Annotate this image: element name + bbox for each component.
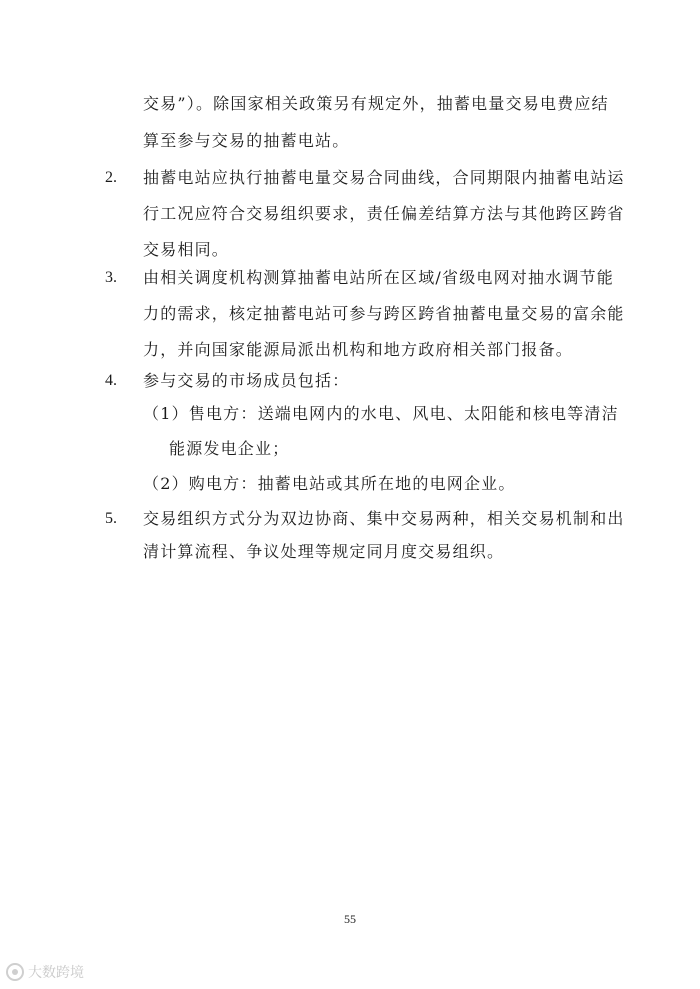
sub-item-line: （1）售电方：送端电网内的水电、风电、太阳能和核电等清洁: [143, 404, 619, 423]
list-item-line: 行工况应符合交易组织要求，责任偏差结算方法与其他跨区跨省: [143, 204, 625, 223]
list-item-line: 由相关调度机构测算抽蓄电站所在区域/省级电网对抽水调节能: [143, 268, 614, 287]
list-item-line: 力的需求，核定抽蓄电站可参与跨区跨省抽蓄电量交易的富余能: [143, 304, 625, 323]
paragraph-line: 交易”）。除国家相关政策另有规定外，抽蓄电量交易电费应结: [143, 94, 609, 113]
list-item-line: 力，并向国家能源局派出机构和地方政府相关部门报备。: [143, 340, 574, 359]
list-item-number: 5.: [105, 510, 117, 527]
watermark: [6, 962, 84, 982]
list-item-line: 交易组织方式分为双边协商、集中交易两种，相关交易机制和出: [143, 509, 625, 528]
list-item-line: 交易相同。: [143, 240, 230, 259]
brand-logo-icon: [6, 963, 24, 981]
list-item-number: 4.: [105, 372, 117, 389]
page-number: 55: [344, 912, 356, 926]
sub-item-line: （2）购电方：抽蓄电站或其所在地的电网企业。: [143, 474, 516, 493]
list-item-number: 3.: [105, 269, 117, 286]
paragraph-line: 算至参与交易的抽蓄电站。: [143, 131, 350, 150]
list-item-line: 抽蓄电站应执行抽蓄电量交易合同曲线，合同期限内抽蓄电站运: [143, 168, 625, 187]
list-item-number: 2.: [105, 169, 117, 186]
list-item-line: 清计算流程、争议处理等规定同月度交易组织。: [143, 542, 505, 561]
list-item-line: 参与交易的市场成员包括：: [143, 371, 350, 390]
sub-item-line: 能源发电企业；: [169, 439, 290, 458]
watermark-text: 大数跨境: [28, 965, 84, 981]
